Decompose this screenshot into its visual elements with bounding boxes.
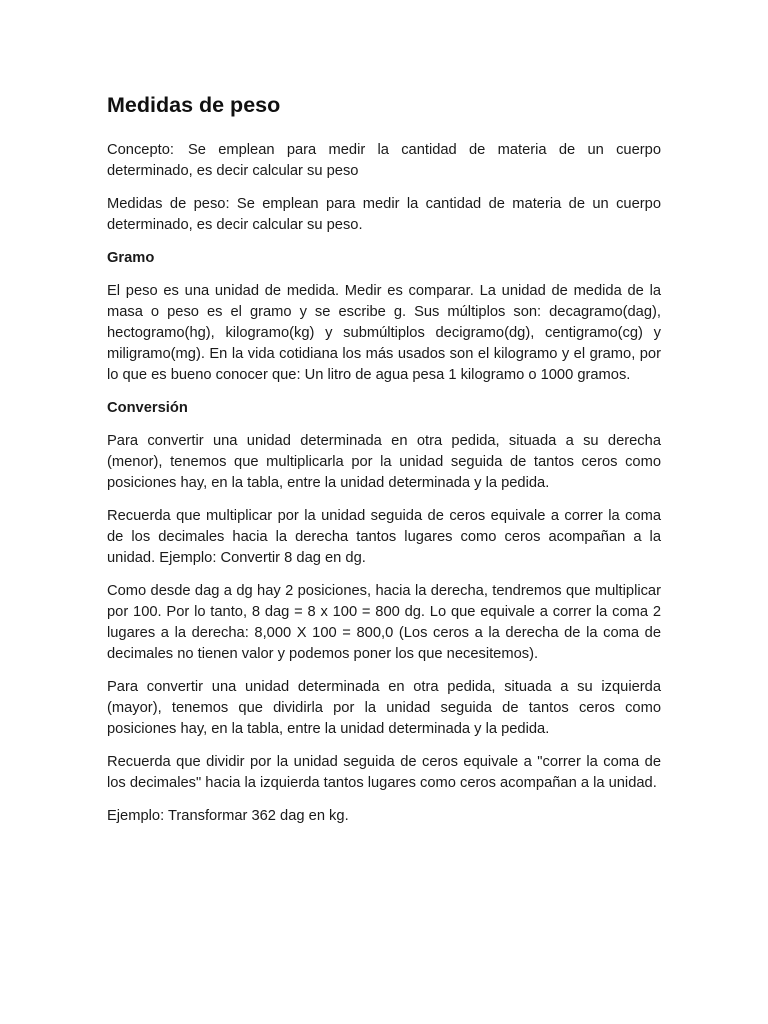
concepto-paragraph	[107, 140, 661, 182]
concepto-label: Concepto:	[107, 142, 174, 158]
page-title: Medidas de peso	[107, 93, 281, 117]
intro-paragraph: Medidas de peso: Se emplean para medir la cantidad de materia de un cuerpo determinado, es decir calcular su peso.	[107, 196, 661, 233]
conversion-paragraph-1: Para convertir una unidad determinada en otra pedida, situada a su derecha (menor), tenemos que multiplicarla por la unidad seguida de tantos ceros como posiciones hay, en la tabla, entre la unidad determinada y la pedida.	[107, 433, 661, 491]
conversion-paragraph-6: Ejemplo: Transformar 362 dag en kg.	[107, 808, 349, 824]
section-heading-conversion: Conversión	[107, 400, 188, 416]
conversion-paragraph-3: Como desde dag a dg hay 2 posiciones, hacia la derecha, tendremos que multiplicar por 100. Por lo tanto, 8 dag = 8 x 100 = 800 dg. Lo que equivale a correr la coma 2 lugares a la derecha: 8,000 X 100 = 800,0 (Los ceros a la derecha de la coma de decimales no tienen valor y podemos poner los que necesitemos).	[107, 583, 661, 662]
document-page	[107, 88, 661, 839]
conversion-paragraph-5: Recuerda que dividir por la unidad seguida de ceros equivale a "correr la coma de los decimales" hacia la izquierda tantos lugares como ceros acompañan a la unidad.	[107, 754, 661, 791]
section-heading-gramo: Gramo	[107, 250, 155, 266]
concepto-text: Se emplean para medir la cantidad de materia de un cuerpo determinado, es decir calcular su peso	[107, 142, 661, 179]
conversion-paragraph-2: Recuerda que multiplicar por la unidad seguida de ceros equivale a correr la coma de los decimales hacia la derecha tantos lugares como ceros acompañan a la unidad. Ejemplo: Convertir 8 dag en dg.	[107, 508, 661, 566]
conversion-paragraph-4: Para convertir una unidad determinada en otra pedida, situada a su izquierda (mayor), tenemos que dividirla por la unidad seguida de tantos ceros como posiciones hay, en la tabla, entre la unidad determinada y la pedida.	[107, 679, 661, 737]
gramo-paragraph: El peso es una unidad de medida. Medir es comparar. La unidad de medida de la masa o peso es el gramo y se escribe g. Sus múltiplos son: decagramo(dag), hectogramo(hg), kilogramo(kg) y submúltiplos decigramo(dg), centigramo(cg) y miligramo(mg). En la vida cotidiana los más usados son el kilogramo y el gramo, por lo que es bueno conocer que: Un litro de agua pesa 1 kilogramo o 1000 gramos.	[107, 283, 661, 383]
